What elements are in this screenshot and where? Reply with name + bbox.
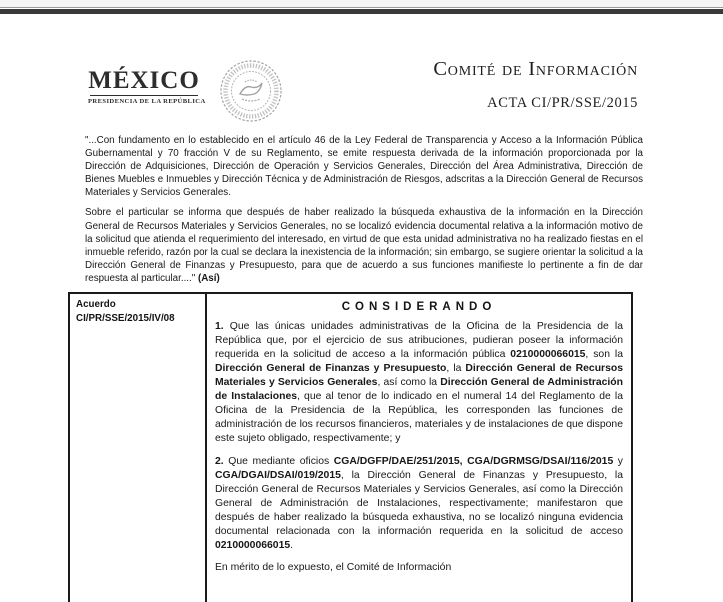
- mexico-logo-subtitle: PRESIDENCIA DE LA REPÚBLICA: [88, 98, 206, 105]
- quote-paragraph-1: "...Con fundamento en lo establecido en el artículo 46 de la Ley Federal de Transparencia y Acceso a la Información Pública Gubernamental y 70 fracción V de su Reglamento, se emite respuesta derivada de la información proporcionada por la Dirección de Adquisiciones, Dirección de Operación y Servicios Generales, Dirección del Área Administrativa, Dirección de Bienes Muebles e Inmuebles y Dirección Técnica y de Administración de Riesgos, adscritas a la Dirección General de Recursos Materiales y Servicios Generales.: [85, 135, 643, 199]
- acta-number: ACTA CI/PR/SSE/2015: [487, 95, 638, 111]
- viewer-top-strip: [0, 0, 723, 8]
- logo-divider-rule: [90, 95, 198, 96]
- viewer-divider-bar: [0, 9, 723, 14]
- considerando-cell: [207, 294, 631, 602]
- national-seal-icon: [218, 58, 284, 124]
- considerando-heading: CONSIDERANDO: [341, 301, 497, 313]
- mexico-logo: [88, 67, 206, 105]
- closing-line: En mérito de lo expuesto, el Comité de Información: [215, 562, 452, 573]
- quote-block: [85, 134, 643, 285]
- quote-paragraph-2: Sobre el particular se informa que después de haber realizado la búsqueda exhaustiva de la información en la Dirección General de Recursos Materiales y Servicios Generales, no se localizó evidencia documental relativa a la información motivo de la solicitud que atienda el requerimiento del interesado, en virtud de que esta unidad administrativa no ha realizado fiestas en el inmueble referido, razón por la cual se declara la inexistencia de la información; sin embargo, se sugiere orientar la solicitud a la Dirección General de Finanzas y Presupuesto, para que de acuerdo a sus funciones manifieste lo pertinente a fin de dar respuesta al particular...." (Así): [85, 207, 643, 284]
- document-title: Comité de Información: [433, 58, 638, 80]
- acuerdo-table: [68, 292, 633, 602]
- acuerdo-cell: [70, 294, 207, 602]
- acuerdo-number: CI/PR/SSE/2015/IV/08: [76, 312, 175, 324]
- considerando-paragraph-2: 2. Que mediante oficios CGA/DGFP/DAE/251/2015, CGA/DGRMSG/DSAI/116/2015 y CGA/DGAI/DSAI/019/2015, la Dirección General de Finanzas y Presupuesto, la Dirección General de Recursos Materiales y Servicios Generales, así como la Dirección General de Administración de Instalaciones, respectivamente; manifestaron que después de haber realizado la búsqueda exhaustiva, no se localizó ninguna evidencia documental relacionada con la información requerida en la solicitud de acceso 0210000066015.: [215, 456, 623, 551]
- acuerdo-label: Acuerdo: [76, 299, 116, 310]
- mexico-logo-title: MÉXICO: [88, 67, 200, 94]
- considerando-paragraph-1: 1. Que las únicas unidades administrativas de la Oficina de la Presidencia de la República que, por el ejercicio de sus atribuciones, pudieran poseer la información requerida en la solicitud de acceso a la información pública 0210000066015, son la Dirección General de Finanzas y Presupuesto, la Dirección General de Recursos Materiales y Servicios Generales, así como la Dirección General de Administración de Instalaciones, que al tenor de lo indicado en el numeral 14 del Reglamento de la Oficina de la Presidencia de la República, les corresponden las funciones de administración de los recursos financieros, materiales y de instalaciones de que dispone este sujeto obligado, respectivamente; y: [215, 321, 623, 444]
